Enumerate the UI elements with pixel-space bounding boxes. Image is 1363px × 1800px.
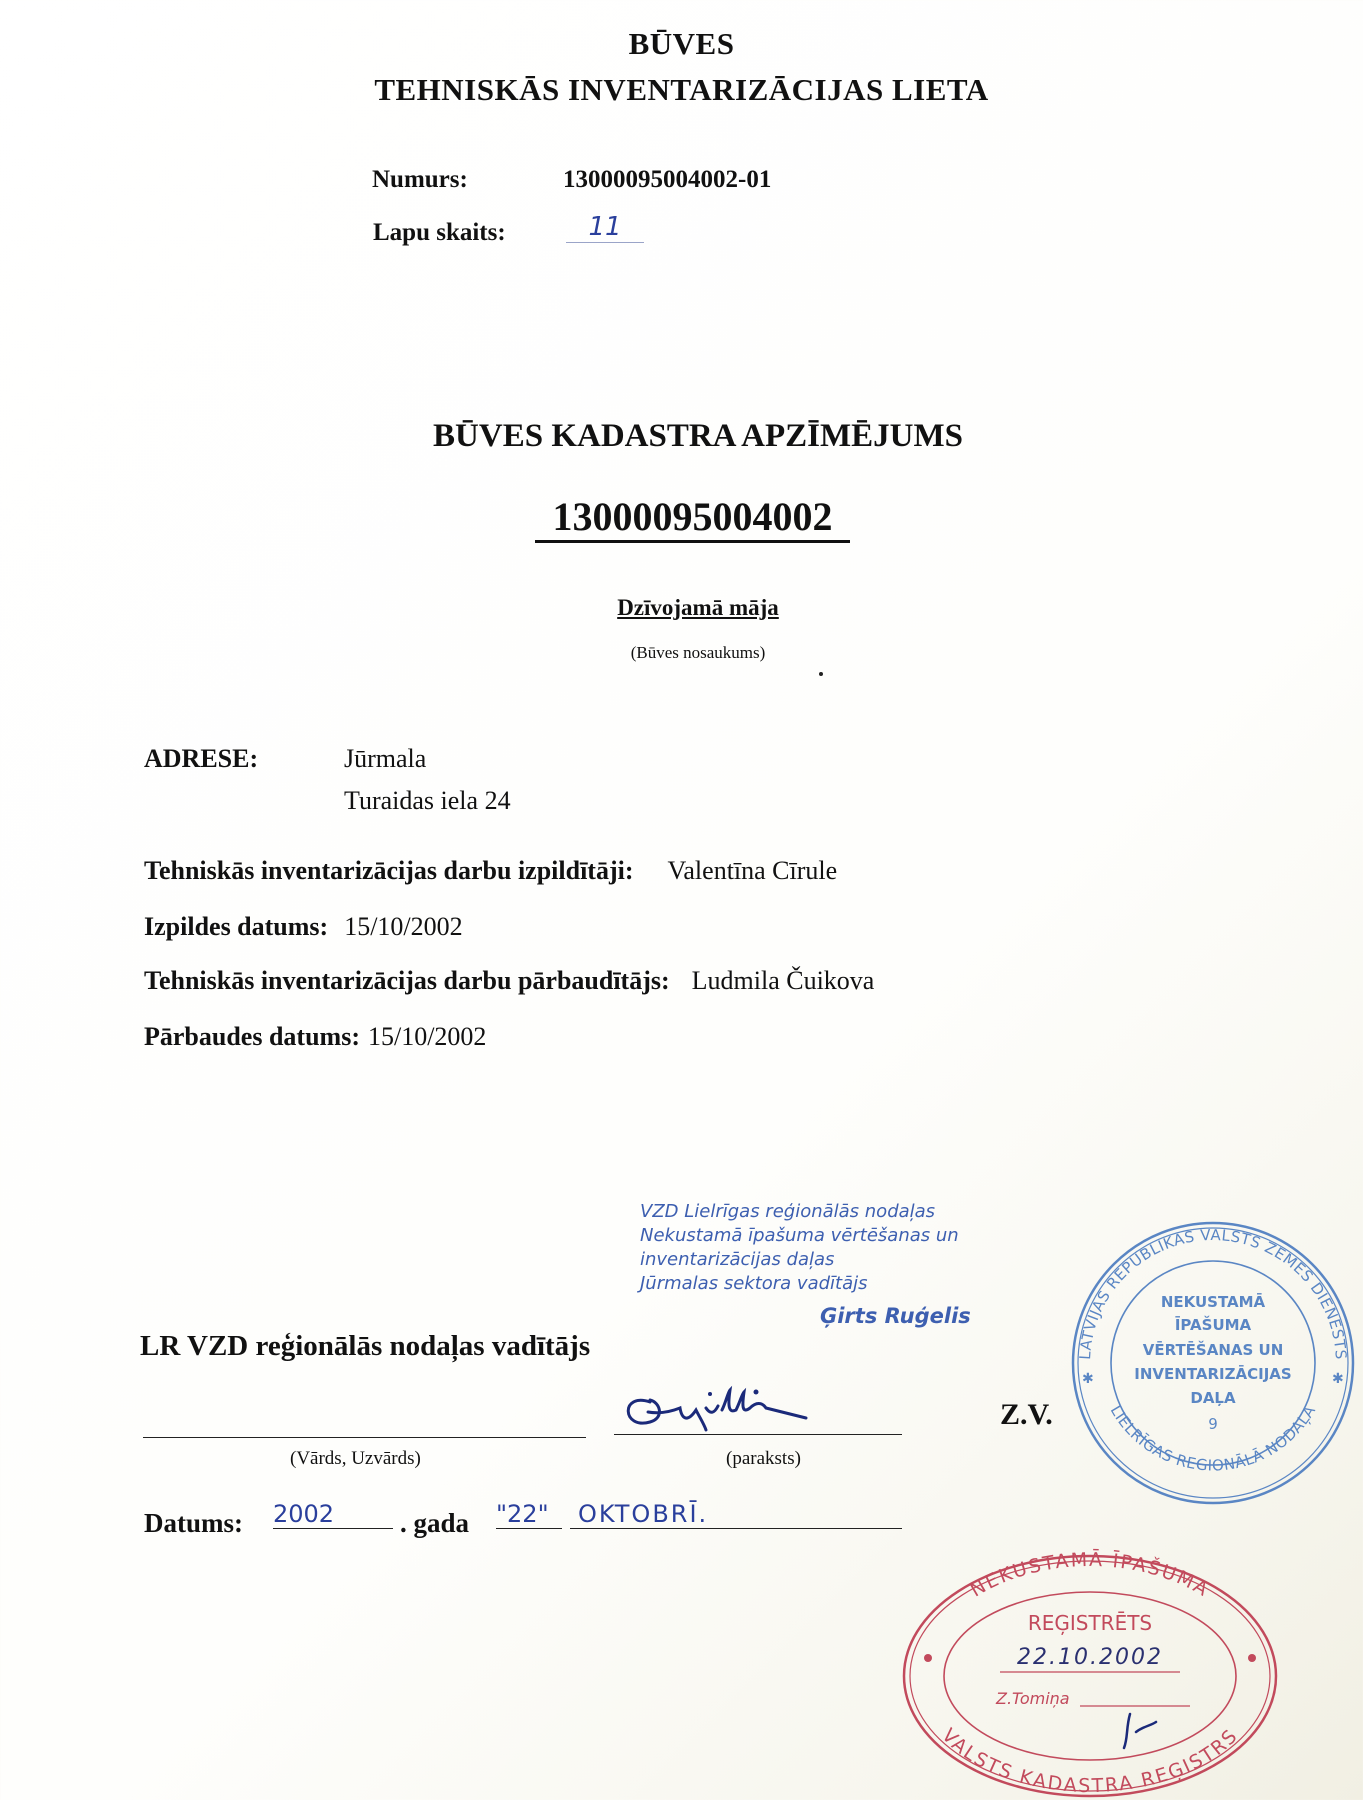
document-title-line2: TEHNISKĀS INVENTARIZĀCIJAS LIETA [374, 72, 989, 107]
blue-stamp-line: inventarizācijas daļas [640, 1249, 835, 1270]
blue-name-stamp [640, 1200, 971, 1328]
detail-value: Ludmila Čuikova [691, 966, 875, 995]
seal-number: 9 [1208, 1415, 1218, 1433]
seal-outer-bottom-text: LIELRĪGAS REGIONĀLĀ NODAĻA [1106, 1402, 1320, 1475]
seal-star-icon: ✱ [1082, 1371, 1094, 1387]
date-month-handwritten: OKTOBRĪ. [570, 1500, 902, 1529]
detail-row [144, 856, 837, 886]
address-city: Jūrmala [344, 744, 427, 773]
pages-value-handwritten: 11 [566, 212, 644, 243]
zv-seal-place-label: Z.V. [1000, 1398, 1053, 1431]
detail-row [144, 912, 463, 942]
detail-row [144, 966, 874, 996]
reg-stamp-dot [1248, 1654, 1256, 1662]
registrar-signature [1124, 1714, 1156, 1748]
document-title-line1: BŪVES [628, 26, 735, 61]
name-caption: (Vārds, Uzvārds) [290, 1448, 421, 1469]
pages-label: Lapu skaits: [373, 219, 506, 246]
number-value: 13000095004002-01 [563, 166, 772, 193]
seal-star-icon: ✱ [1332, 1371, 1344, 1387]
detail-label: Tehniskās inventarizācijas darbu pārbaudītājs: [144, 966, 670, 995]
signature-block-title: LR VZD reģionālās nodaļas vadītājs [140, 1330, 591, 1362]
seal-outer-top-text: LATVIJAS REPUBLIKAS VALSTS ZEMES DIENESTS [1075, 1225, 1351, 1361]
reg-stamp-title: REĢISTRĒTS [1027, 1611, 1153, 1635]
cadastre-title: BŪVES KADASTRA APZĪMĒJUMS [433, 418, 963, 454]
blue-stamp-line: Nekustamā īpašuma vērtēšanas un [640, 1225, 959, 1246]
seal-center-line: ĪPAŠUMA [1174, 1316, 1252, 1334]
reg-stamp-dot [924, 1654, 932, 1662]
gada-label: . gada [400, 1508, 470, 1538]
address-street: Turaidas iela 24 [344, 786, 511, 815]
blue-stamp-line: Jūrmalas sektora vadītājs [640, 1273, 868, 1294]
seal-center-line: INVENTARIZĀCIJAS [1134, 1365, 1292, 1383]
registration-stamp [900, 1548, 1280, 1798]
detail-row [144, 1022, 486, 1052]
name-line [143, 1437, 586, 1438]
reg-stamp-date-handwritten: 22.10.2002 [1017, 1645, 1163, 1670]
reg-stamp-registrar: Z.Tomiņa [996, 1689, 1070, 1708]
detail-label: Izpildes datums: [144, 912, 329, 941]
detail-value: 15/10/2002 [344, 912, 463, 941]
handwritten-signature [610, 1372, 850, 1436]
cadastre-number: 13000095004002 [535, 494, 850, 543]
address-label: ADRESE: [144, 744, 259, 773]
number-label: Numurs: [372, 166, 468, 193]
seal-center-line: NEKUSTAMĀ [1160, 1293, 1266, 1311]
reg-stamp-top-text: NEKUSTAMĀ ĪPAŠUMA [966, 1548, 1214, 1602]
detail-value: Valentīna Cīrule [667, 856, 838, 885]
blue-stamp-name: Ģirts Ruģelis [820, 1304, 971, 1328]
seal-center-line: VĒRTĒŠANAS UN [1142, 1341, 1284, 1359]
reg-stamp-bottom-text: VALSTS KADASTRA REĢISTRS [937, 1724, 1243, 1798]
detail-label: Tehniskās inventarizācijas darbu izpildītāji: [144, 856, 634, 885]
round-seal [1068, 1215, 1358, 1505]
detail-value: 15/10/2002 [367, 1022, 487, 1051]
date-day-handwritten: "22" [496, 1500, 562, 1529]
blue-stamp-line: VZD Lielrīgas reģionālās nodaļas [640, 1201, 936, 1222]
detail-label: Pārbaudes datums: [144, 1022, 360, 1051]
building-name-caption: (Būves nosaukums) [630, 643, 766, 662]
building-name: Dzīvojamā māja [617, 595, 779, 620]
date-year-handwritten: 2002 [273, 1500, 393, 1529]
seal-center-line: DAĻA [1190, 1389, 1236, 1407]
stray-dot [819, 672, 823, 676]
date-label: Datums: [144, 1508, 243, 1538]
signature-caption: (paraksts) [726, 1448, 801, 1469]
